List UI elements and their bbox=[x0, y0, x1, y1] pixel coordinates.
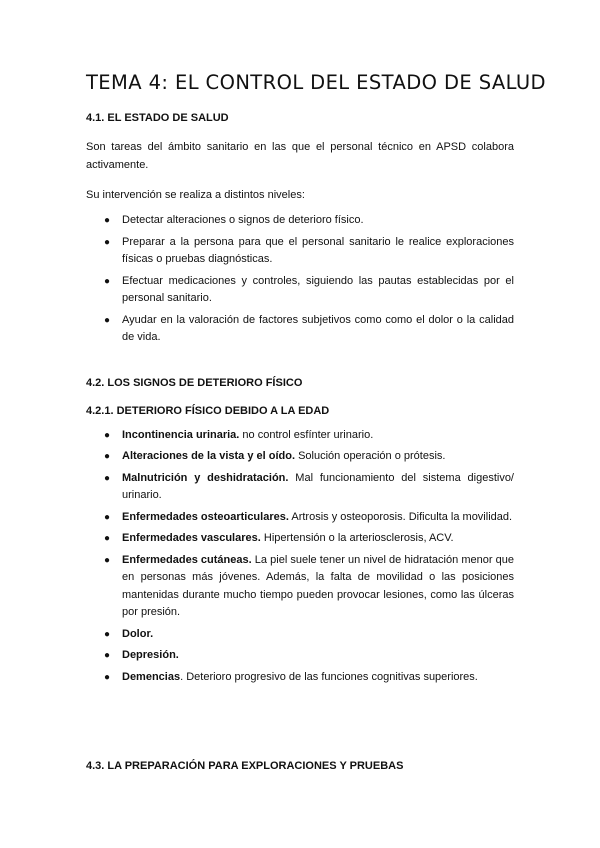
list-item: ● Alteraciones de la vista y el oído. Solución operación o prótesis. bbox=[86, 448, 514, 466]
list-item: ● Demencias. Deterioro progresivo de las funciones cognitivas superiores. bbox=[86, 669, 514, 687]
section-4-1-paragraph-1: Son tareas del ámbito sanitario en las que el personal técnico en APSD colabora activamente. bbox=[86, 141, 514, 171]
list-item: ● Enfermedades cutáneas. La piel suele tener un nivel de hidratación menor que en personas más jóvenes. Además, la falta de movilidad o las posiciones mantenidas durante mucho tiempo pueden provocar lesiones, como las úlceras por presión. bbox=[104, 553, 514, 618]
list-item: ● Malnutrición y deshidratación. Mal funcionamiento del sistema digestivo/ urinario. bbox=[104, 471, 514, 501]
bullet-icon: ● bbox=[104, 472, 111, 484]
bullet-icon: ● bbox=[104, 451, 111, 462]
list-item: ● Depresión. bbox=[86, 647, 514, 665]
list-item: ● Enfermedades vasculares. Hipertensión o la arteriosclerosis, ACV. bbox=[86, 530, 514, 548]
section-4-3-heading: 4.3. LA PREPARACIÓN PARA EXPLORACIONES Y PRUEBAS bbox=[86, 760, 404, 772]
bullet-icon: ● bbox=[104, 671, 111, 683]
list-item: ● Preparar a la persona para que el personal sanitario le realice exploraciones físicas o pruebas diagnósticas. bbox=[104, 235, 514, 265]
document-title: TEMA 4: EL CONTROL DEL ESTADO DE SALUD bbox=[86, 71, 546, 94]
list-item: ● Enfermedades osteoarticulares. Artrosis y osteoporosis. Dificulta la movilidad. bbox=[86, 509, 514, 527]
list-item: ● Efectuar medicaciones y controles, siguiendo las pautas establecidas por el personal sanitario. bbox=[104, 274, 514, 304]
section-4-2-1-heading: 4.2.1. DETERIORO FÍSICO DEBIDO A LA EDAD bbox=[86, 404, 330, 417]
bullet-icon: ● bbox=[104, 628, 111, 640]
section-4-2-heading: 4.2. LOS SIGNOS DE DETERIORO FÍSICO bbox=[86, 376, 303, 389]
list-item: ● Ayudar en la valoración de factores subjetivos como como el dolor o la calidad de vida. bbox=[104, 313, 514, 343]
section-4-2-1-list bbox=[86, 427, 514, 687]
bullet-icon: ● bbox=[104, 650, 111, 661]
list-item: ● Incontinencia urinaria. no control esfínter urinario. bbox=[86, 427, 514, 445]
bullet-icon: ● bbox=[104, 533, 111, 544]
bullet-icon: ● bbox=[104, 429, 111, 441]
list-item: ● Detectar alteraciones o signos de deterioro físico. bbox=[86, 212, 514, 230]
bullet-icon: ● bbox=[104, 554, 111, 566]
section-4-1-list bbox=[86, 212, 514, 347]
document-content bbox=[86, 70, 546, 774]
bullet-icon: ● bbox=[104, 314, 111, 326]
section-4-1-paragraph-2: Su intervención se realiza a distintos niveles: bbox=[86, 189, 305, 201]
bullet-icon: ● bbox=[104, 275, 111, 287]
list-item: ● Dolor. bbox=[86, 626, 514, 644]
section-4-1-heading: 4.1. EL ESTADO DE SALUD bbox=[86, 112, 229, 124]
bullet-icon: ● bbox=[104, 236, 111, 248]
bullet-icon: ● bbox=[104, 511, 111, 523]
bullet-icon: ● bbox=[104, 215, 111, 226]
